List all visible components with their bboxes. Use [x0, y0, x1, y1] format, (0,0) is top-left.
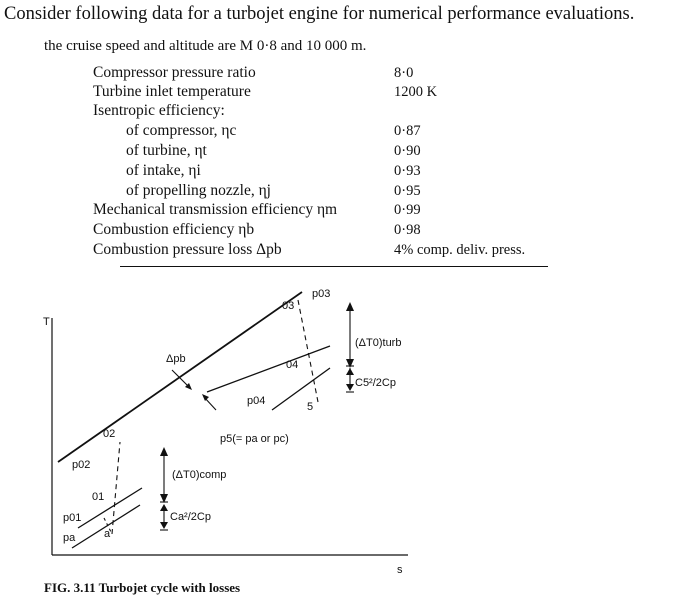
- param-label: Combustion pressure loss Δpb: [93, 241, 282, 258]
- param-value: 4% comp. deliv. press.: [394, 242, 526, 258]
- param-label: Combustion efficiency ηb: [93, 221, 255, 238]
- label-state-04: 04: [286, 359, 299, 371]
- param-label: Mechanical transmission efficiency ηm: [93, 201, 338, 218]
- label-p01: p01: [63, 512, 82, 524]
- label-pa: pa: [63, 532, 76, 544]
- param-value: 0·87: [394, 123, 421, 139]
- label-dpb: Δpb: [166, 353, 186, 365]
- label-p04: p04: [247, 395, 266, 407]
- param-label: of intake, ηi: [126, 162, 201, 179]
- label-state-03: 03: [282, 300, 295, 312]
- isobar-pa: [72, 505, 140, 548]
- isobar-p5: [272, 368, 330, 410]
- param-value: 8·0: [394, 65, 414, 81]
- param-value: 0·99: [394, 202, 421, 218]
- label-state-a: a: [104, 528, 111, 540]
- label-dT-comp: (ΔT0)comp: [172, 469, 227, 481]
- figure-caption: FIG. 3.11 Turbojet cycle with losses: [44, 580, 241, 595]
- param-value: 0·93: [394, 163, 421, 179]
- label-state-5: 5: [307, 401, 314, 413]
- param-value: 1200 K: [394, 84, 438, 100]
- param-label: Compressor pressure ratio: [93, 64, 256, 81]
- param-value: 0·90: [394, 143, 421, 159]
- param-label: of turbine, ηt: [126, 142, 207, 159]
- problem-heading: Consider following data for a turbojet engine for numerical performance evaluations.: [4, 4, 635, 24]
- param-label: of propelling nozzle, ηj: [126, 182, 271, 199]
- param-label: of compressor, ηc: [126, 122, 237, 139]
- cruise-condition: the cruise speed and altitude are M 0·8 and 10 000 m.: [44, 38, 367, 54]
- label-state-01: 01: [92, 491, 105, 503]
- label-ca: Ca²/2Cp: [170, 511, 211, 523]
- param-label: Isentropic efficiency:: [93, 102, 225, 119]
- param-label: Turbine inlet temperature: [93, 83, 251, 100]
- label-state-02: 02: [103, 428, 116, 440]
- param-value: 0·95: [394, 183, 421, 199]
- label-c5: C5²/2Cp: [355, 377, 396, 389]
- label-p03: p03: [312, 288, 331, 300]
- label-p5: p5(= pa or pc): [220, 433, 289, 445]
- t-axis-label: T: [43, 316, 50, 328]
- isobar-p01: [78, 488, 142, 528]
- label-dT-turb: (ΔT0)turb: [355, 337, 402, 349]
- param-value: 0·98: [394, 222, 421, 238]
- label-p02: p02: [72, 459, 91, 471]
- isobar-p04: [207, 346, 330, 392]
- s-axis-label: s: [397, 564, 403, 576]
